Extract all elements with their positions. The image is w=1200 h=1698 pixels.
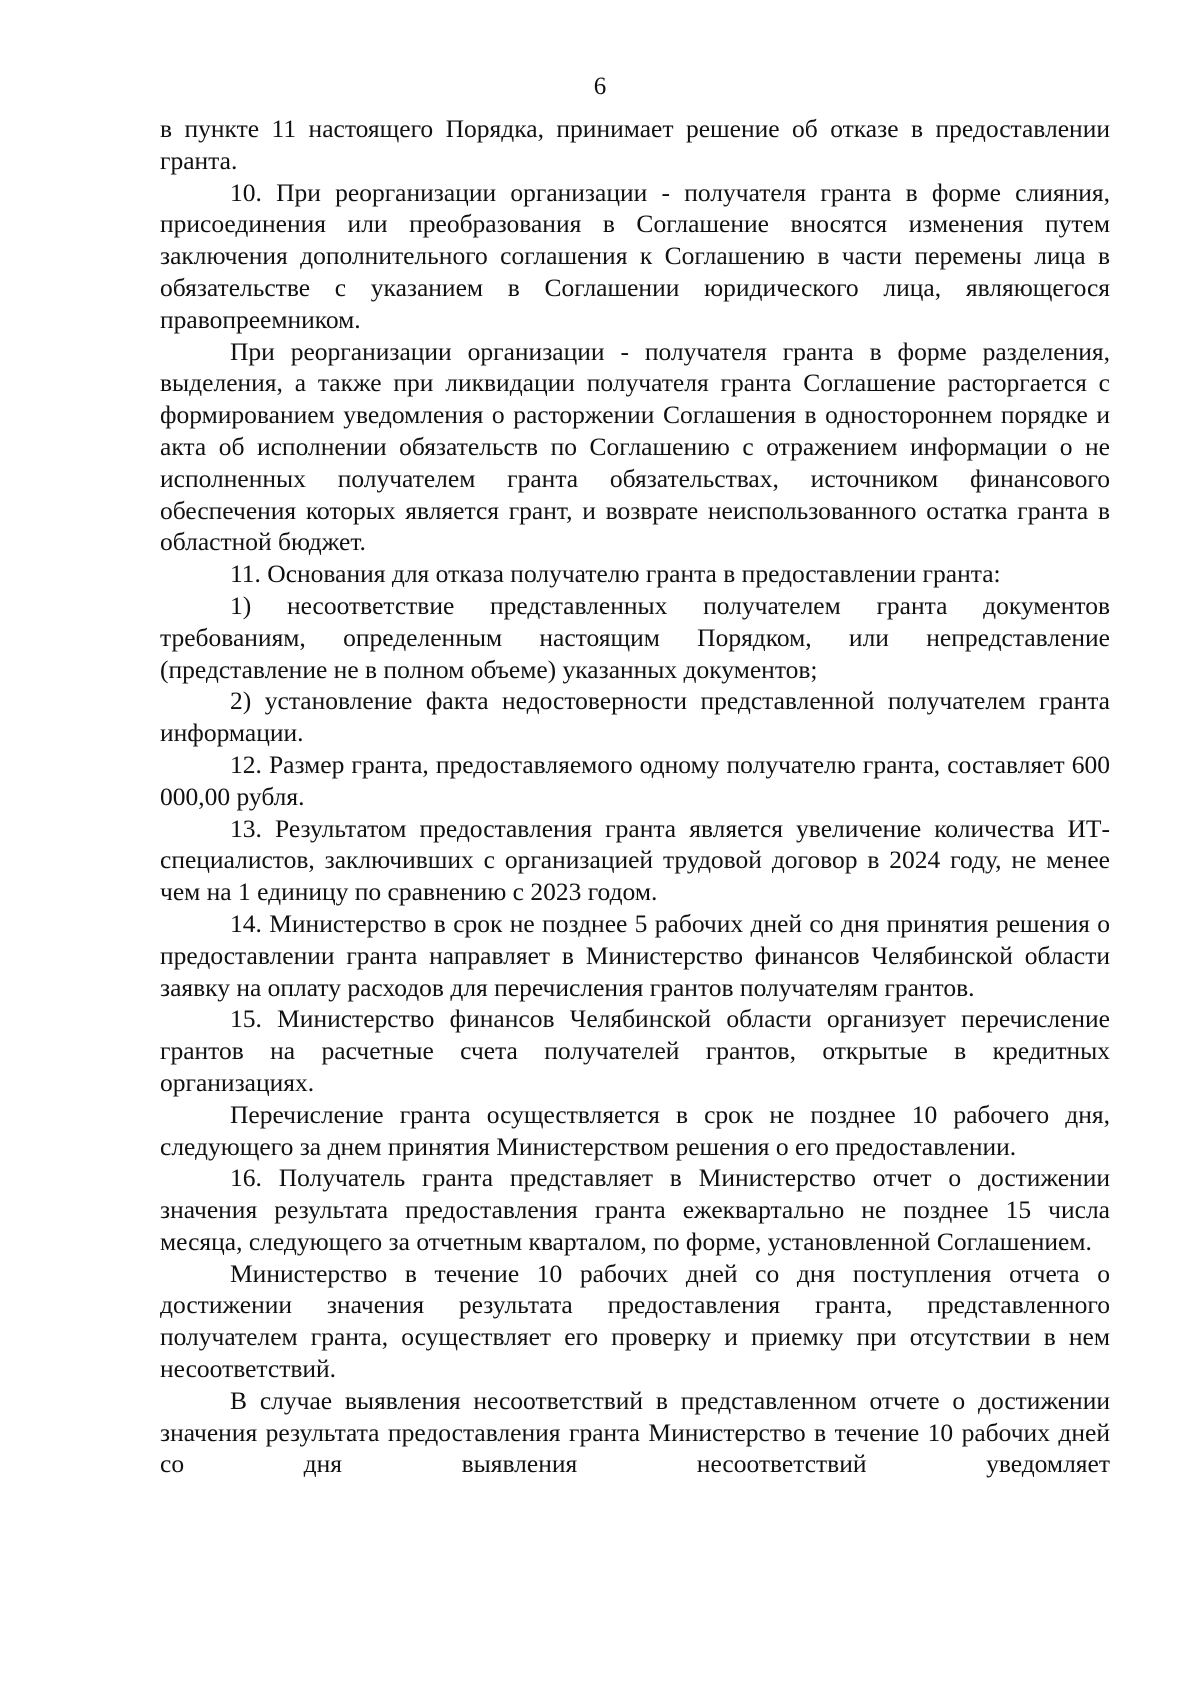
document-body <box>160 113 1110 1480</box>
paragraph-item-11-sub-1: 1) несоответствие представленных получателем гранта документов требованиям, определенным настоящим Порядком, или непредставление (представление не в полном объеме) указанных документов; <box>160 590 1110 684</box>
paragraph-item-16: 16. Получатель гранта представляет в Министерство отчет о достижении значения результата предоставления гранта ежеквартально не позднее 15 числа месяца, следующего за отчетным кварталом, по форме, установленной Соглашением. <box>160 1163 1110 1256</box>
paragraph-item-13: 13. Результатом предоставления гранта является увеличение количества ИТ-специалистов, заключивших с организацией трудовой договор в 2024 году, не менее чем на 1 единицу по сравнению с 2023 годом. <box>160 813 1110 907</box>
paragraph-continuation: в пункте 11 настоящего Порядка, принимает решение об отказе в предоставлении гранта. <box>160 114 1110 175</box>
paragraph-nonconformity: В случае выявления несоответствий в представленном отчете о достижении значения результата предоставления гранта Министерство в течение 10 рабочих дней со дня выявления несоответствий уведомляет <box>160 1385 1110 1479</box>
paragraph-reorganization-division: При реорганизации организации - получателя гранта в форме разделения, выделения, а также при ликвидации получателя гранта Соглашение расторгается с формированием уведомления о расторжении Соглашения в одностороннем порядке и акта об исполнении обязательств по Соглашению с отражением информации о не исполненных получателем гранта обязательствах, источником финансового обеспечения которых является грант, и возврате неиспользованного остатка гранта в областной бюджет. <box>160 336 1110 557</box>
page-number: 6 <box>593 73 607 100</box>
paragraph-item-15: 15. Министерство финансов Челябинской области организует перечисление грантов на расчетные счета получателей грантов, открытые в кредитных организациях. <box>160 1004 1110 1097</box>
paragraph-item-10: 10. При реорганизации организации - получателя гранта в форме слияния, присоединения или преобразования в Соглашение вносятся изменения путем заключения дополнительного соглашения к Соглашению в части перемены лица в обязательстве с указанием в Соглашении юридического лица, являющегося правопреемником. <box>160 177 1110 334</box>
paragraph-report-review: Министерство в течение 10 рабочих дней со дня поступления отчета о достижении значения результата предоставления гранта, представленного получателем гранта, осуществляет его проверку и приемку при отсутствии в нем несоответствий. <box>160 1258 1110 1384</box>
paragraph-item-11-sub-2: 2) установление факта недостоверности представленной получателем гранта информации. <box>160 686 1110 748</box>
paragraph-item-14: 14. Министерство в срок не позднее 5 рабочих дней со дня принятия решения о предоставлении гранта направляет в Министерство финансов Челябинской области заявку на оплату расходов для перечисления грантов получателям грантов. <box>160 908 1110 1002</box>
paragraph-item-12: 12. Размер гранта, предоставляемого одному получателю гранта, составляет 600 000,00 рубля. <box>160 749 1110 811</box>
paragraph-transfer-term: Перечисление гранта осуществляется в срок не позднее 10 рабочего дня, следующего за днем принятия Министерством решения о его предоставлении. <box>160 1099 1110 1161</box>
paragraph-item-11: 11. Основания для отказа получателю гранта в предоставлении гранта: <box>230 559 1001 589</box>
